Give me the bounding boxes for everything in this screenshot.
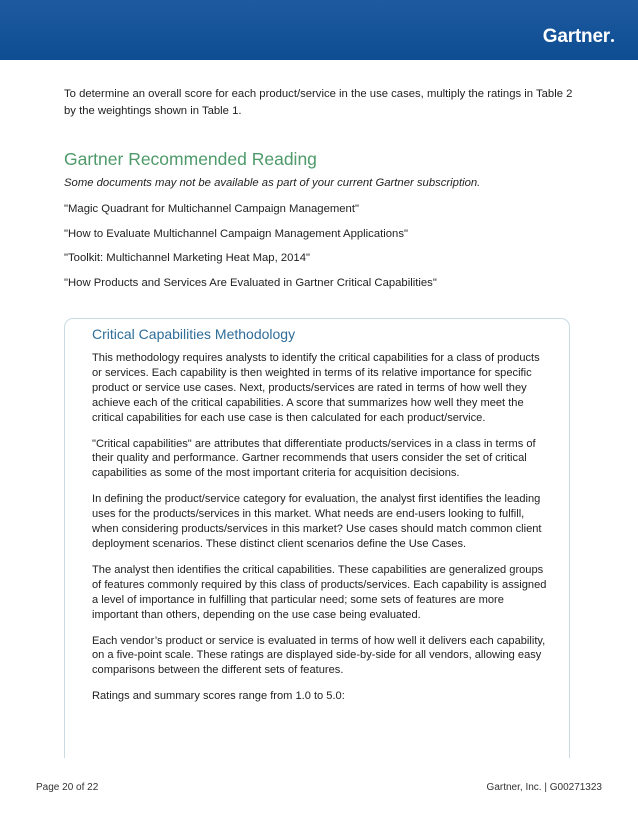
recommended-reading-heading: Gartner Recommended Reading bbox=[64, 149, 317, 169]
reading-item[interactable]: "Toolkit: Multichannel Marketing Heat Map, 2014" bbox=[64, 252, 311, 264]
methodology-paragraph: Ratings and summary scores range from 1.0 to 5.0: bbox=[92, 690, 345, 703]
methodology-paragraph: "Critical capabilities" are attributes that differentiate products/services in a class in terms of their quality and performance. Gartner recommends that users consider the set of critical capabilities as some of the most important criteria for acquisition decisions. bbox=[92, 437, 536, 480]
methodology-paragraph: The analyst then identifies the critical capabilities. These capabilities are generalized groups of features commonly required by this class of products/services. Each capability is assigned a level of importance in fulfilling that particular need; some sets of features are more important than others, depending on the use case being evaluated. bbox=[92, 563, 547, 621]
subscription-note: Some documents may not be available as part of your current Gartner subscription. bbox=[64, 177, 481, 189]
methodology-paragraph: This methodology requires analysts to identify the critical capabilities for a class of products or services. Each capability is then weighted in terms of its relative importance for specific product or service use cases. Next, products/services are rated in terms of how well they achieve each of the critical capabilities. A score that summarizes how well they meet the critical capabilities for each use case is then calculated for each product/service. bbox=[92, 352, 540, 424]
document-id: Gartner, Inc. | G00271323 bbox=[486, 782, 602, 793]
methodology-paragraph: Each vendor’s product or service is evaluated in terms of how well it delivers each capability, on a five-point scale. These ratings are displayed side-by-side for all vendors, allowing easy comparisons between the different sets of features. bbox=[92, 634, 546, 677]
recommended-reading-list bbox=[64, 202, 437, 300]
page-number: Page 20 of 22 bbox=[36, 782, 99, 793]
header-bar bbox=[0, 0, 638, 60]
gartner-logo bbox=[543, 26, 614, 48]
brand-text: Gartner bbox=[542, 26, 610, 47]
logo-dot-icon bbox=[611, 39, 614, 42]
reading-item[interactable]: "How Products and Services Are Evaluated in Gartner Critical Capabilities" bbox=[64, 276, 437, 289]
methodology-title: Critical Capabilities Methodology bbox=[92, 326, 296, 342]
methodology-paragraph: In defining the product/service category for evaluation, the analyst first identifies the leading uses for the products/services in this market. What needs are end-users looking to fulfill, when considering products/services in this market? Use cases should match common client deployment scenarios. These distinct client scenarios define the Use Cases. bbox=[92, 493, 542, 550]
methodology-body bbox=[92, 351, 550, 715]
reading-item[interactable]: "How to Evaluate Multichannel Campaign Management Applications" bbox=[64, 227, 408, 240]
reading-item[interactable]: "Magic Quadrant for Multichannel Campaign Management" bbox=[64, 203, 359, 215]
intro-paragraph: To determine an overall score for each product/service in the use cases, multiply the ratings in Table 2 by the weightings shown in Table 1. bbox=[64, 88, 573, 117]
